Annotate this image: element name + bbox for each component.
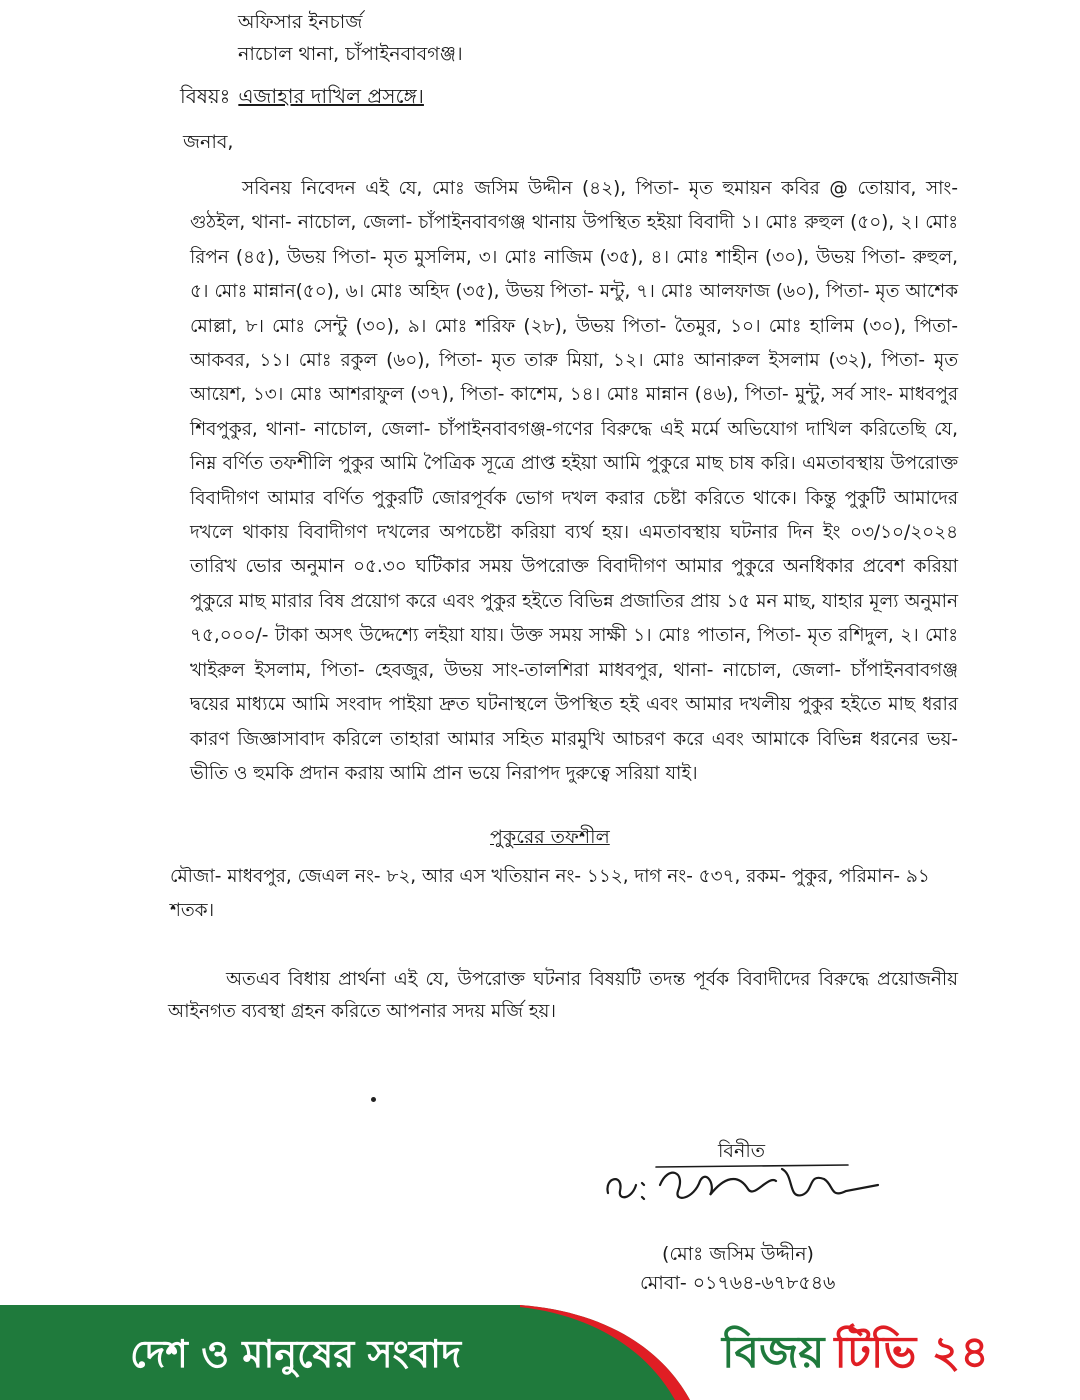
brand-logo	[722, 1319, 989, 1392]
sign-label: বিনীত	[718, 1140, 766, 1162]
handwritten-signature	[598, 1155, 883, 1215]
ink-dot	[371, 1097, 376, 1102]
subject-line	[180, 82, 424, 115]
signer-mobile: মোবা- ০১৭৬৪-৬৭৮৫৪৬	[640, 1272, 836, 1294]
schedule-heading: পুকুরের তফশীল	[490, 826, 610, 848]
salutation: জনাব,	[183, 131, 234, 153]
brand-part-1: বিজয়	[722, 1327, 825, 1378]
signer-name: (মোঃ জসিম উদ্দীন)	[662, 1243, 814, 1265]
schedule-text: মৌজা- মাধবপুর, জেএল নং- ৮২, আর এস খতিয়ান নং- ১১২, দাগ নং- ৫৩৭, রকম- পুকুর, পরিমান- ৯১ শতক।	[170, 866, 930, 921]
closing-paragraph: অতএব বিধায় প্রার্থনা এই যে, উপরোক্ত ঘটনার বিষয়টি তদন্ত পূর্বক বিবাদীদের বিরুদ্ধে প্রয়োজনীয় আইনগত ব্যবস্থা গ্রহন করিতে আপনার সদয় মর্জি হয়।	[168, 969, 958, 1022]
subject-text: এজাহার দাখিল প্রসঙ্গে।	[238, 84, 424, 108]
letter-body: সবিনয় নিবেদন এই যে, মোঃ জসিম উদ্দীন (৪২), পিতা- মৃত হুমায়ন কবির @ তোয়াব, সাং- গুঠইল, থানা- নাচোল, জেলা- চাঁপাইনবাবগঞ্জ থানায় উপস্থিত হইয়া বিবাদী ১। মোঃ রুহুল (৫০), ২। মোঃ রিপন (৪৫), উভয় পিতা- মৃত মুসলিম, ৩। মোঃ নাজিম (৩৫), ৪। মোঃ শাহীন (৩০), উভয় পিতা- রুহুল, ৫। মোঃ মান্নান(৫০), ৬। মোঃ অহিদ (৩৫), উভয় পিতা- মন্টু, ৭। মোঃ আলফাজ (৬০), পিতা- মৃত আশেক মোল্লা, ৮। মোঃ সেন্টু (৩০), ৯। মোঃ শরিফ (২৮), উভয় পিতা- তৈমুর, ১০। মোঃ হালিম (৩০), পিতা- আকবর, ১১। মোঃ রকুল (৬০), পিতা- মৃত তারু মিয়া, ১২। মোঃ আনারুল ইসলাম (৩২), পিতা- মৃত আয়েশ, ১৩। মোঃ আশরাফুল (৩৭), পিতা- কাশেম, ১৪। মোঃ মান্নান (৪৬), পিতা- মুন্টু, সর্ব সাং- মাধবপুর শিবপুকুর, থানা- নাচোল, জেলা- চাঁপাইনবাবগঞ্জ-গণের বিরুদ্ধে এই মর্মে অভিযোগ দাখিল করিতেছি যে, নিম্ন বর্ণিত তফশীলি পুকুর আমি পৈত্রিক সূত্রে প্রাপ্ত হইয়া আমি পুকুরে মাছ চাষ করি। এমতাবস্থায় উপরোক্ত বিবাদীগণ আমার বর্ণিত পুকুরটি জোরপূর্বক ভোগ দখল করার চেষ্টা করিতে থাকে। কিন্তু পুকুটি আমাদের দখলে থাকায় বিবাদীগণ দখলের অপচেষ্টা করিয়া ব্যর্থ হয়। এমতাবস্থায় ঘটনার দিন ইং ০৩/১০/২০২৪ তারিখ ভোর অনুমান ০৫.৩০ ঘটিকার সময় উপরোক্ত বিবাদীগণ আমার পুকুরে অনধিকার প্রবেশ করিয়া পুকুরে মাছ মারার বিষ প্রয়োগ করে এবং পুকুর হইতে বিভিন্ন প্রজাতির প্রায় ১৫ মন মাছ, যাহার মূল্য অনুমান ৭৫,০০০/- টাকা অসৎ উদ্দেশ্যে লইয়া যায়। উক্ত সময় সাক্ষী ১। মোঃ পাতান, পিতা- মৃত রশিদুল, ২। মোঃ খাইরুল ইসলাম, পিতা- হেবজুর, উভয় সাং-তালশিরা মাধবপুর, থানা- নাচোল, জেলা- চাঁপাইনবাবগঞ্জ দ্বয়ের মাধ্যমে আমি সংবাদ পাইয়া দ্রুত ঘটনাস্থলে উপস্থিত হই এবং আমার দখলীয় পুকুর হইতে মাছ ধরার কারণ জিজ্ঞাসাবাদ করিলে তাহারা আমার সহিত মারমুখি আচরণ করে এবং আমাকে বিভিন্ন ধরনের ভয়-ভীতি ও হুমকি প্রদান করায় আমি প্রান ভয়ে নিরাপদ দুরুত্বে সরিয়া যাই।	[190, 178, 958, 784]
footer-banner	[0, 1305, 1080, 1400]
recipient-line-2: নাচোল থানা, চাঁপাইনবাবগঞ্জ।	[238, 43, 463, 65]
brand-part-2: টিভি ২৪	[834, 1327, 989, 1378]
footer-tagline: দেশ ও মানুষের সংবাদ	[130, 1332, 462, 1376]
recipient-line-1: অফিসার ইনচার্জ	[238, 11, 363, 33]
subject-label: বিষয়ঃ	[180, 84, 231, 108]
